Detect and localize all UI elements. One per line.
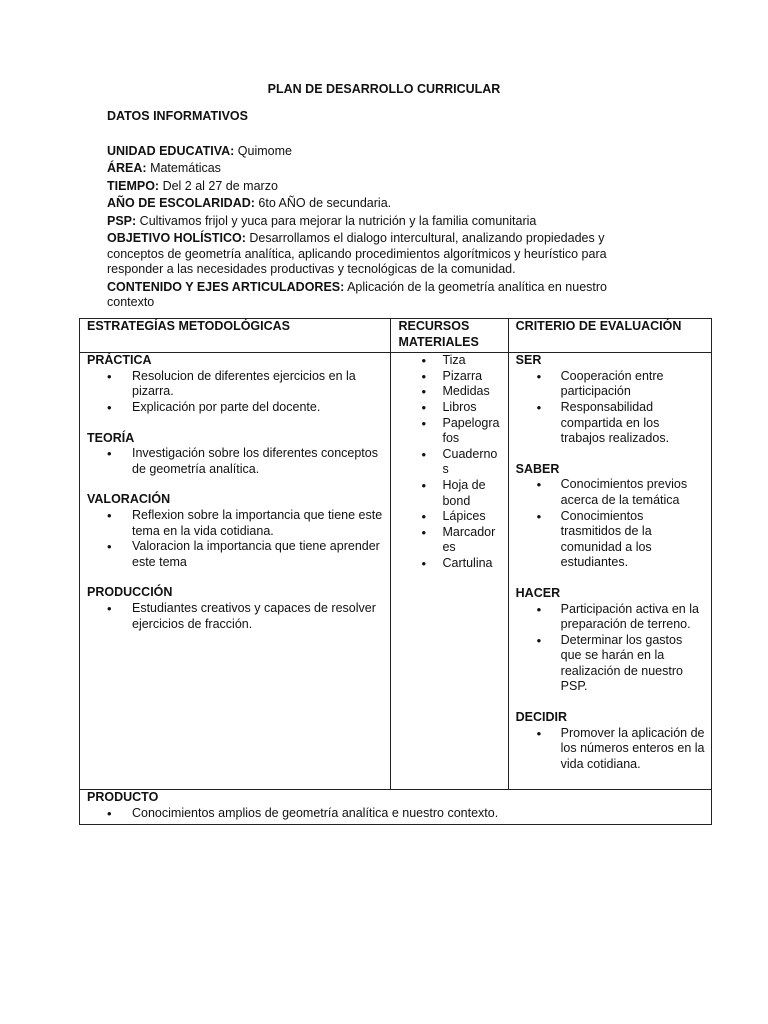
list-item: • Conocimientos amplios de geometría analítica e nuestro contexto. [132, 806, 705, 822]
tiempo-value: Del 2 al 27 de marzo [159, 178, 278, 193]
objetivo-label: OBJETIVO HOLÍSTICO: [107, 230, 246, 245]
document-title: PLAN DE DESARROLLO CURRICULAR [267, 82, 501, 96]
datos-informativos-heading: DATOS INFORMATIVOS [107, 109, 248, 123]
header-estrategias: ESTRATEGÍAS METODOLÓGICAS [80, 319, 391, 353]
section-heading: TEORÍA [87, 430, 135, 445]
table-header-row [80, 319, 712, 353]
list-item: • Explicación por parte del docente. [132, 400, 384, 416]
list-item: • Promover la aplicación de los números enteros en la vida cotidiana. [561, 726, 705, 773]
producto-heading: PRODUCTO [87, 790, 159, 805]
section-heading: SER [515, 353, 542, 368]
list-item: • Valoracion la importancia que tiene aprender este tema [132, 539, 384, 570]
objetivo-value: Desarrollamos el dialogo intercultural, analizando propiedades y conceptos de geometría analítica, aplicando procedimientos algorítmicos y heurístico para responder a las necesidades productivas y tecnológicas de la comunidad. [107, 230, 607, 277]
anio-label: AÑO DE ESCOLARIDAD: [107, 196, 255, 211]
list-item: • Determinar los gastos que se harán en la realización de nuestro PSP. [561, 633, 705, 695]
estrategias-cell [80, 353, 391, 790]
section-heading: VALORACIÓN [87, 492, 171, 507]
list-item: • Conocimientos trasmitidos de la comunidad a los estudiantes. [561, 509, 705, 571]
producto-cell [80, 790, 712, 824]
section-heading: HACER [515, 585, 561, 600]
estrategia-valoracion [87, 492, 384, 570]
list-item: • Estudiantes creativos y capaces de resolver ejercicios de fracción. [132, 601, 384, 632]
producto-row [80, 790, 712, 824]
list-item: • Cooperación entre participación [561, 369, 705, 400]
list-item: • Cuadernos [442, 447, 501, 478]
unidad-educativa-line [107, 144, 652, 160]
section-heading: DECIDIR [515, 710, 568, 725]
anio-line [107, 196, 652, 212]
header-criterio: CRITERIO DE EVALUACIÓN [508, 319, 711, 353]
header-recursos: RECURSOS MATERIALES [391, 319, 508, 353]
area-label: ÁREA: [107, 161, 147, 176]
list-item: • Medidas [442, 384, 501, 400]
list-item: • Conocimientos previos acerca de la temática [561, 477, 705, 508]
list-item: • Investigación sobre los diferentes conceptos de geometría analítica. [132, 446, 384, 477]
list-item: • Participación activa en la preparación de terreno. [561, 602, 705, 633]
criterios-cell [508, 353, 711, 790]
info-block [107, 144, 652, 313]
list-item: • Resolucion de diferentes ejercicios en la pizarra. [132, 369, 384, 400]
estrategia-produccion [87, 585, 384, 632]
list-item: • Tiza [442, 353, 501, 369]
unidad-value: Quimome [234, 144, 292, 158]
criterio-hacer [516, 586, 705, 695]
area-line [107, 161, 652, 177]
list-item: • Lápices [442, 509, 501, 525]
list-item: • Papelografos [442, 416, 501, 447]
recursos-cell [391, 353, 508, 790]
contenido-value: Aplicación de la geometría analítica en nuestro contexto [107, 279, 607, 310]
criterio-decidir [516, 710, 705, 772]
psp-value: Cultivamos frijol y yuca para mejorar la nutrición y la familia comunitaria [136, 213, 537, 228]
section-heading: PRÁCTICA [87, 353, 152, 368]
tiempo-label: TIEMPO: [107, 178, 160, 193]
section-heading: PRODUCCIÓN [87, 585, 173, 600]
list-item: • Reflexion sobre la importancia que tiene este tema en la vida cotidiana. [132, 508, 384, 539]
psp-line [107, 214, 652, 230]
section-heading: SABER [515, 461, 560, 476]
list-item: • Hoja de bond [442, 478, 501, 509]
table-body-row [80, 353, 712, 790]
list-item: • Pizarra [442, 369, 501, 385]
estrategia-teoria [87, 431, 384, 478]
contenido-line [107, 280, 652, 311]
psp-label: PSP: [107, 213, 137, 228]
tiempo-line [107, 179, 652, 195]
plan-table [79, 318, 712, 825]
estrategia-practica [87, 353, 384, 415]
list-item: • Libros [442, 400, 501, 416]
list-item: • Cartulina [442, 556, 501, 572]
unidad-label: UNIDAD EDUCATIVA: [107, 144, 235, 158]
criterio-saber [516, 462, 705, 571]
criterio-ser [516, 353, 705, 447]
contenido-label: CONTENIDO Y EJES ARTICULADORES: [107, 279, 345, 294]
list-item: • Responsabilidad compartida en los trabajos realizados. [561, 400, 705, 447]
list-item: • Marcadores [442, 525, 501, 556]
anio-value: 6to AÑO de secundaria. [254, 196, 392, 211]
objetivo-line [107, 231, 652, 278]
area-value: Matemáticas [146, 161, 221, 176]
